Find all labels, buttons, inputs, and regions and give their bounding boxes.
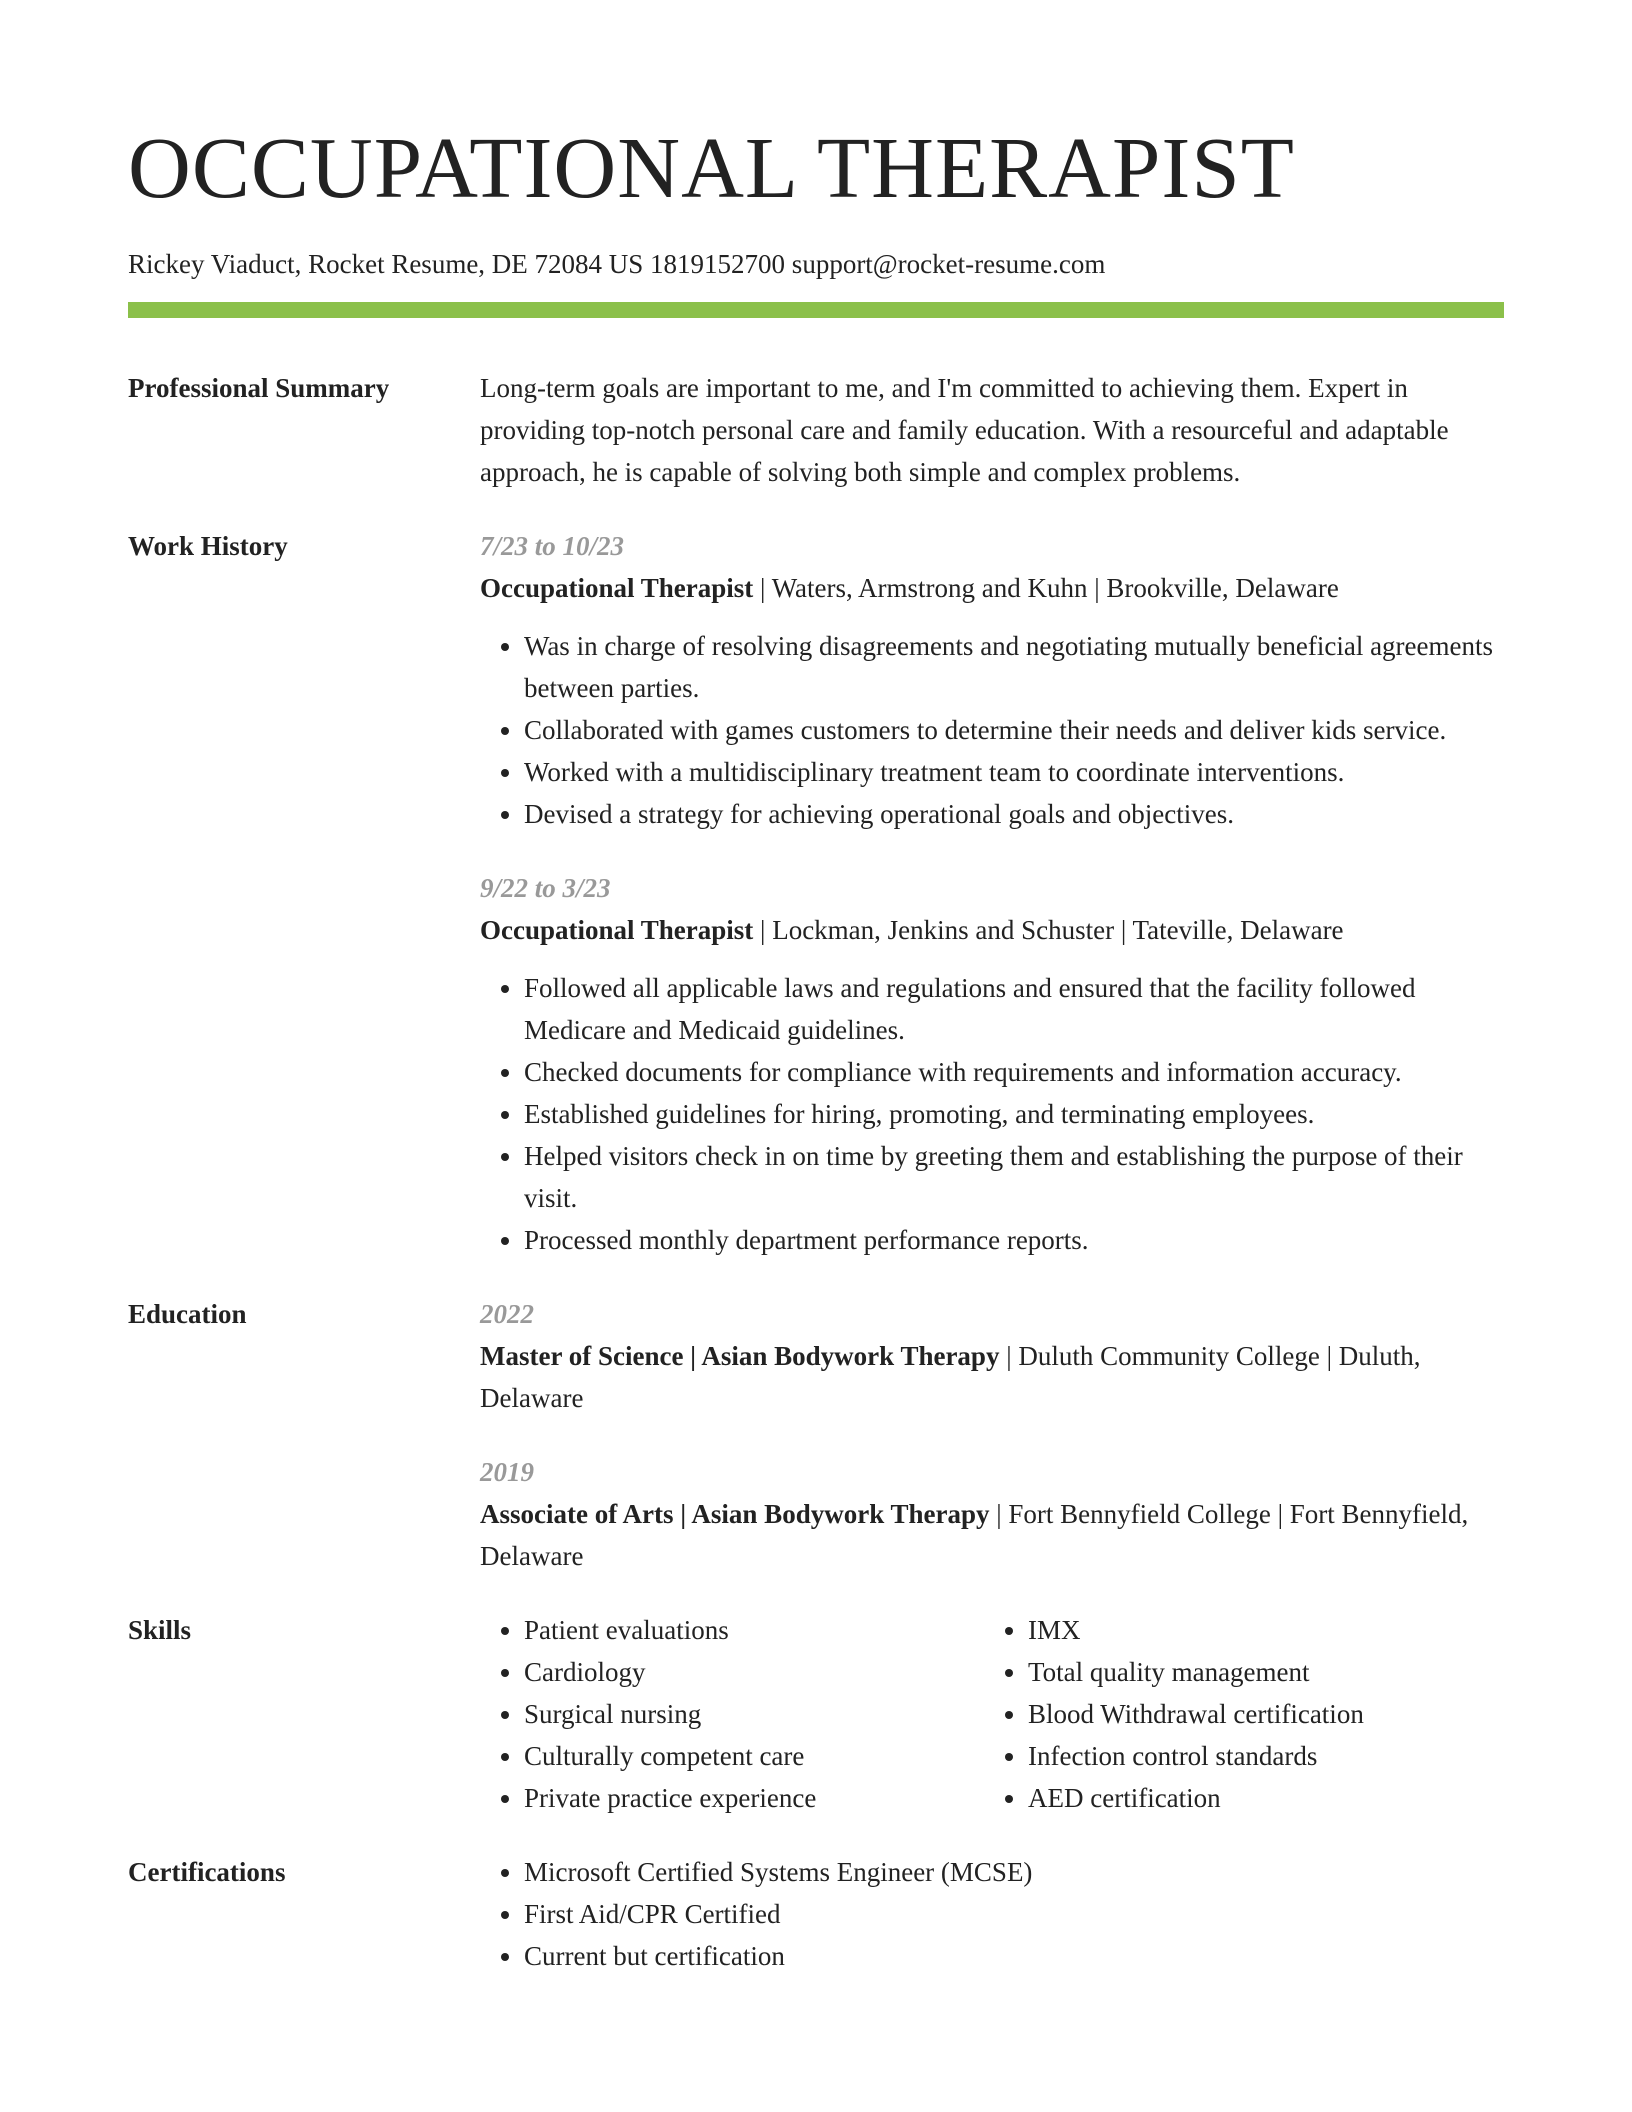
skills-body bbox=[480, 1609, 1504, 1819]
work-history-section bbox=[128, 525, 1504, 1261]
job-dates: 7/23 to 10/23 bbox=[480, 531, 625, 561]
job-bullet: • Devised a strategy for achieving operational goals and objectives. bbox=[524, 793, 1504, 835]
certification-item: • First Aid/CPR Certified bbox=[524, 1893, 1504, 1935]
skills-list bbox=[984, 1609, 1488, 1819]
summary-section bbox=[128, 367, 1504, 493]
summary-body bbox=[480, 367, 1504, 493]
work-history-heading: Work History bbox=[128, 531, 288, 561]
skills-heading: Skills bbox=[128, 1615, 192, 1645]
job-employer-location: | Lockman, Jenkins and Schuster | Tateville, Delaware bbox=[753, 915, 1344, 945]
skill-item: • Patient evaluations bbox=[524, 1609, 984, 1651]
education-heading: Education bbox=[128, 1299, 247, 1329]
job-entry bbox=[480, 867, 1504, 1261]
job-entry bbox=[480, 525, 1504, 835]
education-year: 2019 bbox=[480, 1457, 534, 1487]
skill-item: • Total quality management bbox=[1028, 1651, 1488, 1693]
education-school-location: | Fort Bennyfield College | Fort Bennyfield, Delaware bbox=[480, 1499, 1469, 1571]
job-title: Occupational Therapist bbox=[480, 915, 754, 945]
education-degree: Master of Science | Asian Bodywork Therapy bbox=[480, 1341, 1000, 1371]
certifications-body bbox=[480, 1851, 1504, 1977]
skills-list bbox=[480, 1609, 984, 1819]
job-header bbox=[480, 567, 1504, 609]
skill-item: • Cardiology bbox=[524, 1651, 984, 1693]
skills-section bbox=[128, 1609, 1504, 1819]
skill-item: • Culturally competent care bbox=[524, 1735, 984, 1777]
education-entry bbox=[480, 1293, 1504, 1419]
job-bullet: • Was in charge of resolving disagreements and negotiating mutually beneficial agreements between parties. bbox=[524, 625, 1504, 709]
skills-columns bbox=[480, 1609, 1504, 1819]
education-year: 2022 bbox=[480, 1299, 534, 1329]
job-bullets bbox=[480, 625, 1504, 835]
education-entry bbox=[480, 1451, 1504, 1577]
education-school-location: | Duluth Community College | Duluth, Delaware bbox=[480, 1341, 1421, 1413]
certifications-heading: Certifications bbox=[128, 1857, 286, 1887]
job-bullet: • Worked with a multidisciplinary treatment team to coordinate interventions. bbox=[524, 751, 1504, 793]
work-history-body bbox=[480, 525, 1504, 1261]
skill-item: • IMX bbox=[1028, 1609, 1488, 1651]
skill-item: • Blood Withdrawal certification bbox=[1028, 1693, 1488, 1735]
contact-line: Rickey Viaduct, Rocket Resume, DE 72084 US 1819152700 support@rocket-resume.com bbox=[128, 249, 1106, 279]
skills-column-right bbox=[984, 1609, 1488, 1819]
skill-item: • Surgical nursing bbox=[524, 1693, 984, 1735]
skills-column-left bbox=[480, 1609, 984, 1819]
education-degree: Associate of Arts | Asian Bodywork Therapy bbox=[480, 1499, 990, 1529]
job-bullets bbox=[480, 967, 1504, 1261]
certification-item: • Current but certification bbox=[524, 1935, 1504, 1977]
education-body bbox=[480, 1293, 1504, 1577]
education-section bbox=[128, 1293, 1504, 1577]
skill-item: • Private practice experience bbox=[524, 1777, 984, 1819]
summary-text: Long-term goals are important to me, and I'm committed to achieving them. Expert in providing top-notch personal care and family education. With a resourceful and adaptable approach, he is capable of solving both simple and complex problems. bbox=[480, 373, 1449, 487]
accent-divider bbox=[128, 302, 1504, 318]
summary-heading: Professional Summary bbox=[128, 373, 390, 403]
job-header bbox=[480, 909, 1504, 951]
skill-item: • Infection control standards bbox=[1028, 1735, 1488, 1777]
job-bullet: • Processed monthly department performance reports. bbox=[524, 1219, 1504, 1261]
job-title: Occupational Therapist bbox=[480, 573, 754, 603]
job-bullet: • Followed all applicable laws and regulations and ensured that the facility followed Medicare and Medicaid guidelines. bbox=[524, 967, 1504, 1051]
job-employer-location: | Waters, Armstrong and Kuhn | Brookville, Delaware bbox=[753, 573, 1339, 603]
job-bullet: • Established guidelines for hiring, promoting, and terminating employees. bbox=[524, 1093, 1504, 1135]
job-bullet: • Checked documents for compliance with requirements and information accuracy. bbox=[524, 1051, 1504, 1093]
job-dates: 9/22 to 3/23 bbox=[480, 873, 611, 903]
certification-item: • Microsoft Certified Systems Engineer (MCSE) bbox=[524, 1851, 1504, 1893]
job-bullet: • Helped visitors check in on time by greeting them and establishing the purpose of their visit. bbox=[524, 1135, 1504, 1219]
job-bullet: • Collaborated with games customers to determine their needs and deliver kids service. bbox=[524, 709, 1504, 751]
education-line bbox=[480, 1335, 1504, 1419]
resume-title: OCCUPATIONAL THERAPIST bbox=[128, 119, 1295, 216]
skill-item: • AED certification bbox=[1028, 1777, 1488, 1819]
certifications-section bbox=[128, 1851, 1504, 1977]
education-line bbox=[480, 1493, 1504, 1577]
certifications-list bbox=[480, 1851, 1504, 1977]
